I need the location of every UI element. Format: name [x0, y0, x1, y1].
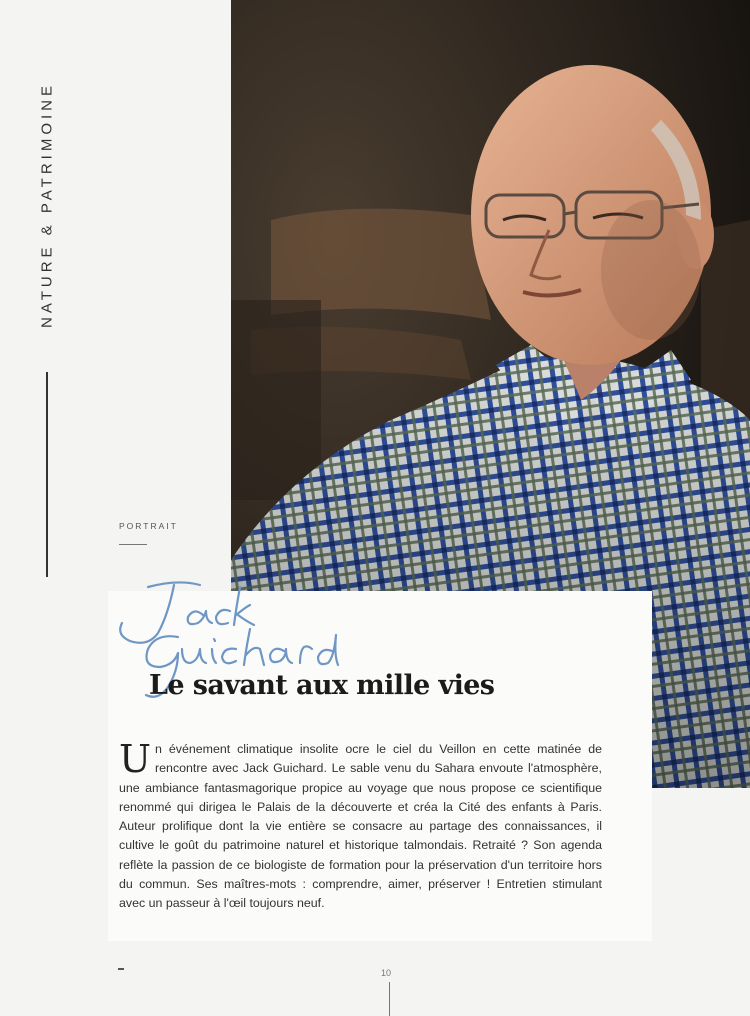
- article-intro: [119, 737, 602, 914]
- drop-cap: U: [119, 737, 152, 781]
- article-intro-text: n événement climatique insolite ocre le ciel du Veillon en cette matinée de rencontre avec Jack Guichard. Le sable venu du Sahara envoute l'atmosphère, une ambiance fantasmagorique propice au voyage que nous propose ce scientifique renommé qui dirigea le Palais de la découverte et créa la Cité des enfants à Paris. Auteur prolifique dont la vie entière se consacre au partage des connaissances, il cultive le goût du patrimoine naturel et historique talmondais. Retraité ? Son agenda reflète la passion de ce biologiste de formation pour la préservation d'un territoire hors du commun. Ses maîtres-mots : comprendre, aimer, préserver ! Entretien stimulant avec un passeur à l'œil toujours neuf.: [119, 742, 602, 911]
- footer-mark: [118, 968, 124, 970]
- article-category: PORTRAIT: [119, 521, 178, 531]
- section-title: [36, 40, 58, 370]
- section-divider: [46, 372, 48, 577]
- section-title-text: NATURE & PATRIMOINE: [38, 81, 56, 329]
- page-number: 10: [381, 968, 392, 978]
- page-number-rule: [389, 982, 390, 1016]
- article-headline: Le savant aux mille vies: [149, 670, 495, 701]
- category-underline: [119, 544, 147, 545]
